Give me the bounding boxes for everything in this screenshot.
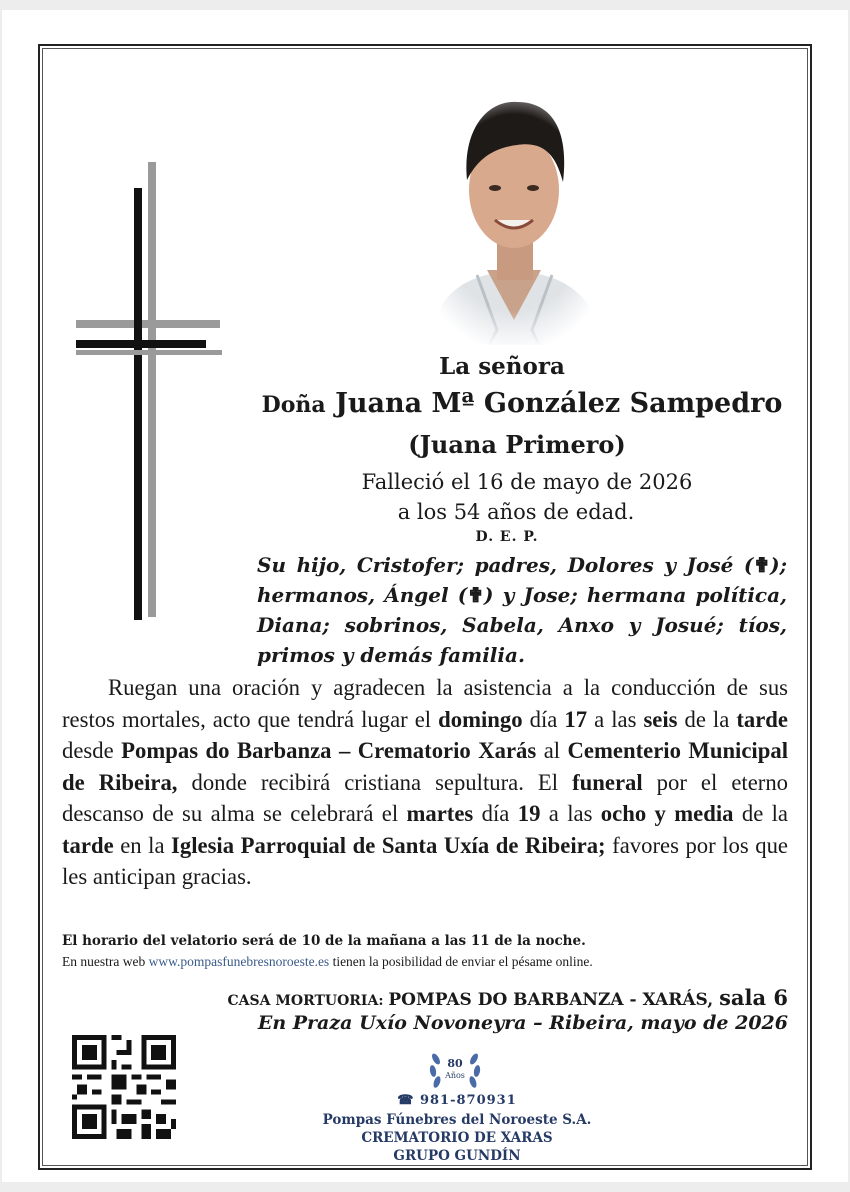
crematorium-name: CREMATORIO DE XARAS bbox=[361, 1130, 553, 1146]
casa-label: CASA MORTUORIA: bbox=[227, 993, 389, 1009]
web-condolence-line bbox=[62, 954, 802, 970]
qr-code[interactable] bbox=[72, 1035, 176, 1139]
phone-icon: ☎ bbox=[397, 1093, 420, 1108]
place-date-line: En Praza Uxío Novoneyra – Ribeira, mayo de 2026 bbox=[257, 1012, 788, 1034]
family-text-2: ); hermanos, Ángel ( bbox=[257, 553, 787, 607]
phone-number[interactable]: 981-870931 bbox=[419, 1093, 517, 1108]
deceased-portrait bbox=[417, 90, 612, 345]
anniversary-seal bbox=[427, 1043, 483, 1093]
cross-glyph: ✟ bbox=[467, 583, 485, 607]
family-text-3: ) y Jose; hermana política, Diana; sobrinos, Sabela, Anxo y Josué; tíos, primos y demás familia. bbox=[257, 583, 788, 667]
deceased-alias: (Juana Primero) bbox=[408, 430, 626, 459]
casa-value: POMPAS DO BARBANZA - XARÁS, bbox=[388, 990, 720, 1010]
honorific-heading: La señora bbox=[439, 353, 565, 380]
website-link[interactable]: www.pompasfunebresnoroeste.es bbox=[148, 954, 330, 969]
cross-icon bbox=[72, 160, 222, 625]
age-line: a los 54 años de edad. bbox=[397, 500, 635, 524]
cross-glyph: ✟ bbox=[753, 553, 771, 577]
phone-line bbox=[302, 1093, 612, 1108]
group-name: GRUPO GUNDÍN bbox=[393, 1148, 521, 1164]
obituary-page bbox=[2, 10, 848, 1182]
seal-number: 80 bbox=[447, 1057, 463, 1070]
ceremony-details: Ruegan una oración y agradecen la asistencia a la conducción de sus restos mortales, acto que tendrá lugar el domingo día 17 a las seis de la tarde desde Pompas do Barbanza – Crematorio Xarás al Cementerio Municipal de Ribeira, donde recibirá cristiana sepultura. El funeral por el eterno descanso de su alma se celebrará el martes día 19 a las ocho y media de la tarde en la Iglesia Parroquial de Santa Uxía de Ribeira; favores por los que les anticipan gracias. bbox=[62, 675, 789, 889]
wake-schedule: El horario del velatorio será de 10 de la mañana a las 11 de la noche. bbox=[62, 933, 586, 949]
web-text-before: En nuestra web bbox=[62, 954, 149, 969]
funeral-home-line bbox=[152, 985, 788, 1010]
name-text: Juana Mª González Sampedro bbox=[335, 388, 783, 419]
family-list bbox=[257, 550, 787, 670]
name-prefix: Doña bbox=[261, 392, 326, 418]
family-text-1: Su hijo, Cristofer; padres, Dolores y José ( bbox=[257, 553, 754, 577]
company-name: Pompas Fúnebres del Noroeste S.A. bbox=[322, 1112, 592, 1128]
rip-text: D. E. P. bbox=[475, 529, 539, 545]
deceased-name bbox=[202, 388, 842, 419]
death-date-line: Falleció el 16 de mayo de 2026 bbox=[361, 470, 693, 494]
web-text-after: tienen la posibilidad de enviar el pésame online. bbox=[329, 954, 593, 969]
casa-sala: sala 6 bbox=[719, 985, 788, 1010]
seal-word: Años bbox=[445, 1071, 465, 1080]
